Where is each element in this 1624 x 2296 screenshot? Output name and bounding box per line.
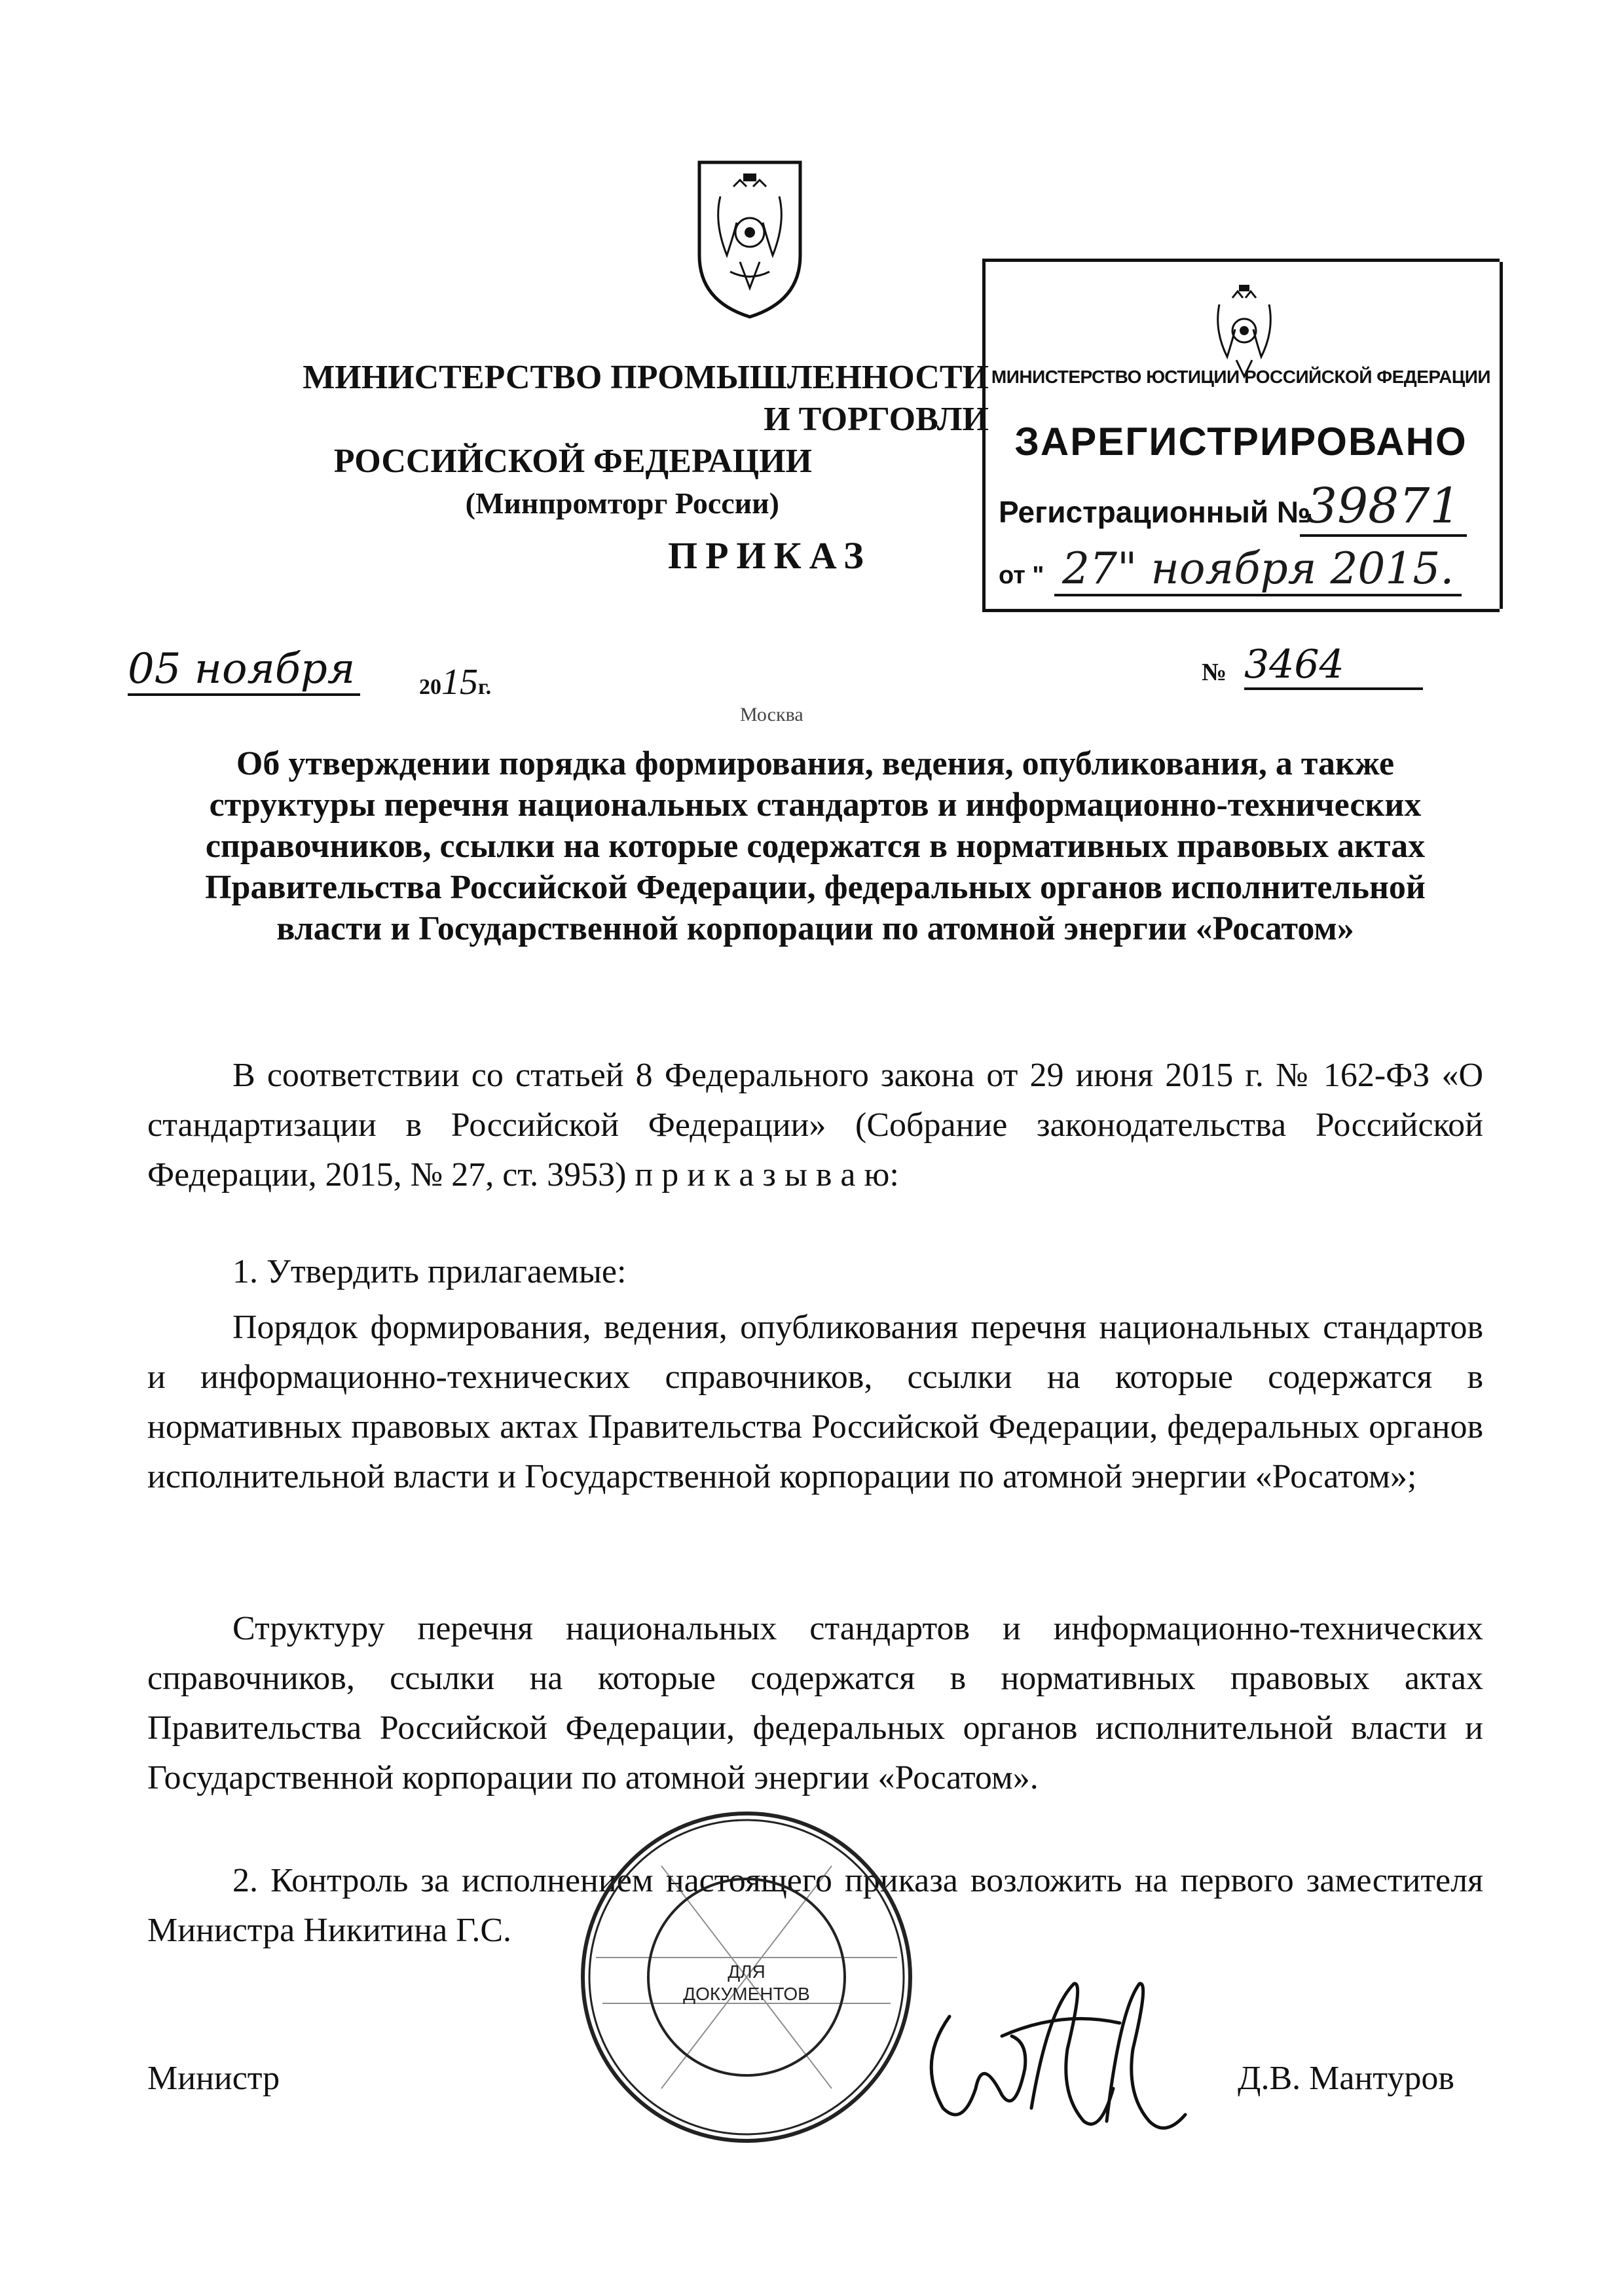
stamp-date-value: 27" ноября 2015. [1054,543,1462,596]
ministry-name-line1: МИНИСТЕРСТВО ПРОМЫШЛЕННОСТИ И ТОРГОВЛИ [303,359,989,438]
stamp-ministry-name: МИНИСТЕРСТВО ЮСТИЦИИ РОССИЙСКОЙ ФЕДЕРАЦИИ [991,367,1491,387]
paragraph-procedure: Порядок формирования, ведения, опубликования перечня национальных стандартов и информационно-технических справочников, ссылки на которые содержатся в нормативных правовых актах Правительства Российской Федерации, федеральных органов исполнительной власти и Государственной корпорации по атомной энергии «Росатом»; [147,1309,1483,1495]
signatory-name: Д.В. Мантуров [1238,2060,1454,2097]
paragraph-item-2: 2. Контроль за исполнением настоящего приказа возложить на первого заместителя Министра Никитина Г.С. [147,1862,1483,1949]
order-year [419,661,491,703]
stamp-number-label: Регистрационный № [999,495,1311,529]
stamp-registered-title: ЗАРЕГИСТРИРОВАНО [1014,420,1467,464]
signatory-position: Министр [147,2060,280,2097]
stamp-date-label: от " [999,562,1044,589]
order-year-suffix: г. [478,675,492,699]
order-city: Москва [740,704,803,725]
ministry-name-line2: РОССИЙСКОЙ ФЕДЕРАЦИИ [333,443,812,480]
handwritten-signature-icon [904,1958,1257,2141]
stamp-number-value: 39871 [1300,478,1467,537]
paragraph-structure: Структуру перечня национальных стандартов и информационно-технических справочников, ссылки на которые содержатся в нормативных правовых актах Правительства Российской Федерации, федеральных органов исполнительной власти и Государственной корпорации по атомной энергии «Росатом». [147,1610,1483,1796]
seal-center-line2: ДОКУМЕНТОВ [683,1984,810,2004]
paragraph-preamble: В соответствии со статьей 8 Федерального закона от 29 июня 2015 г. № 162-ФЗ «О стандартизации в Российской Федерации» (Собрание законодательства Российской Федерации, 2015, № 27, ст. 3953) п р и к а з ы в а ю: [147,1057,1483,1194]
seal-center-text [681,1961,812,2005]
paragraph-item-1: 1. Утвердить прилагаемые: [232,1253,627,1290]
ministry-header [282,357,989,524]
state-emblem-icon [694,157,805,321]
order-year-prefix: 20 [419,675,441,699]
order-date: 05 ноября [128,645,360,696]
order-number: 3464 [1244,642,1423,690]
order-number-label: № [1202,659,1227,686]
document-type: ПРИКАЗ [668,534,872,577]
seal-center-line1: ДЛЯ [728,1961,766,1982]
order-year-hand: 15 [441,662,478,702]
ministry-short-name: (Минпромторг России) [465,486,779,520]
document-title: Об утверждении порядка формирования, ведения, опубликования, а также структуры перечня национальных стандартов и информационно-технических справочников, ссылки на которые содержатся в нормативных правовых актах Правительства Российской Федерации, федеральных органов исполнительной власти и Государственной корпорации по атомной энергии «Росатом» [205,745,1426,947]
